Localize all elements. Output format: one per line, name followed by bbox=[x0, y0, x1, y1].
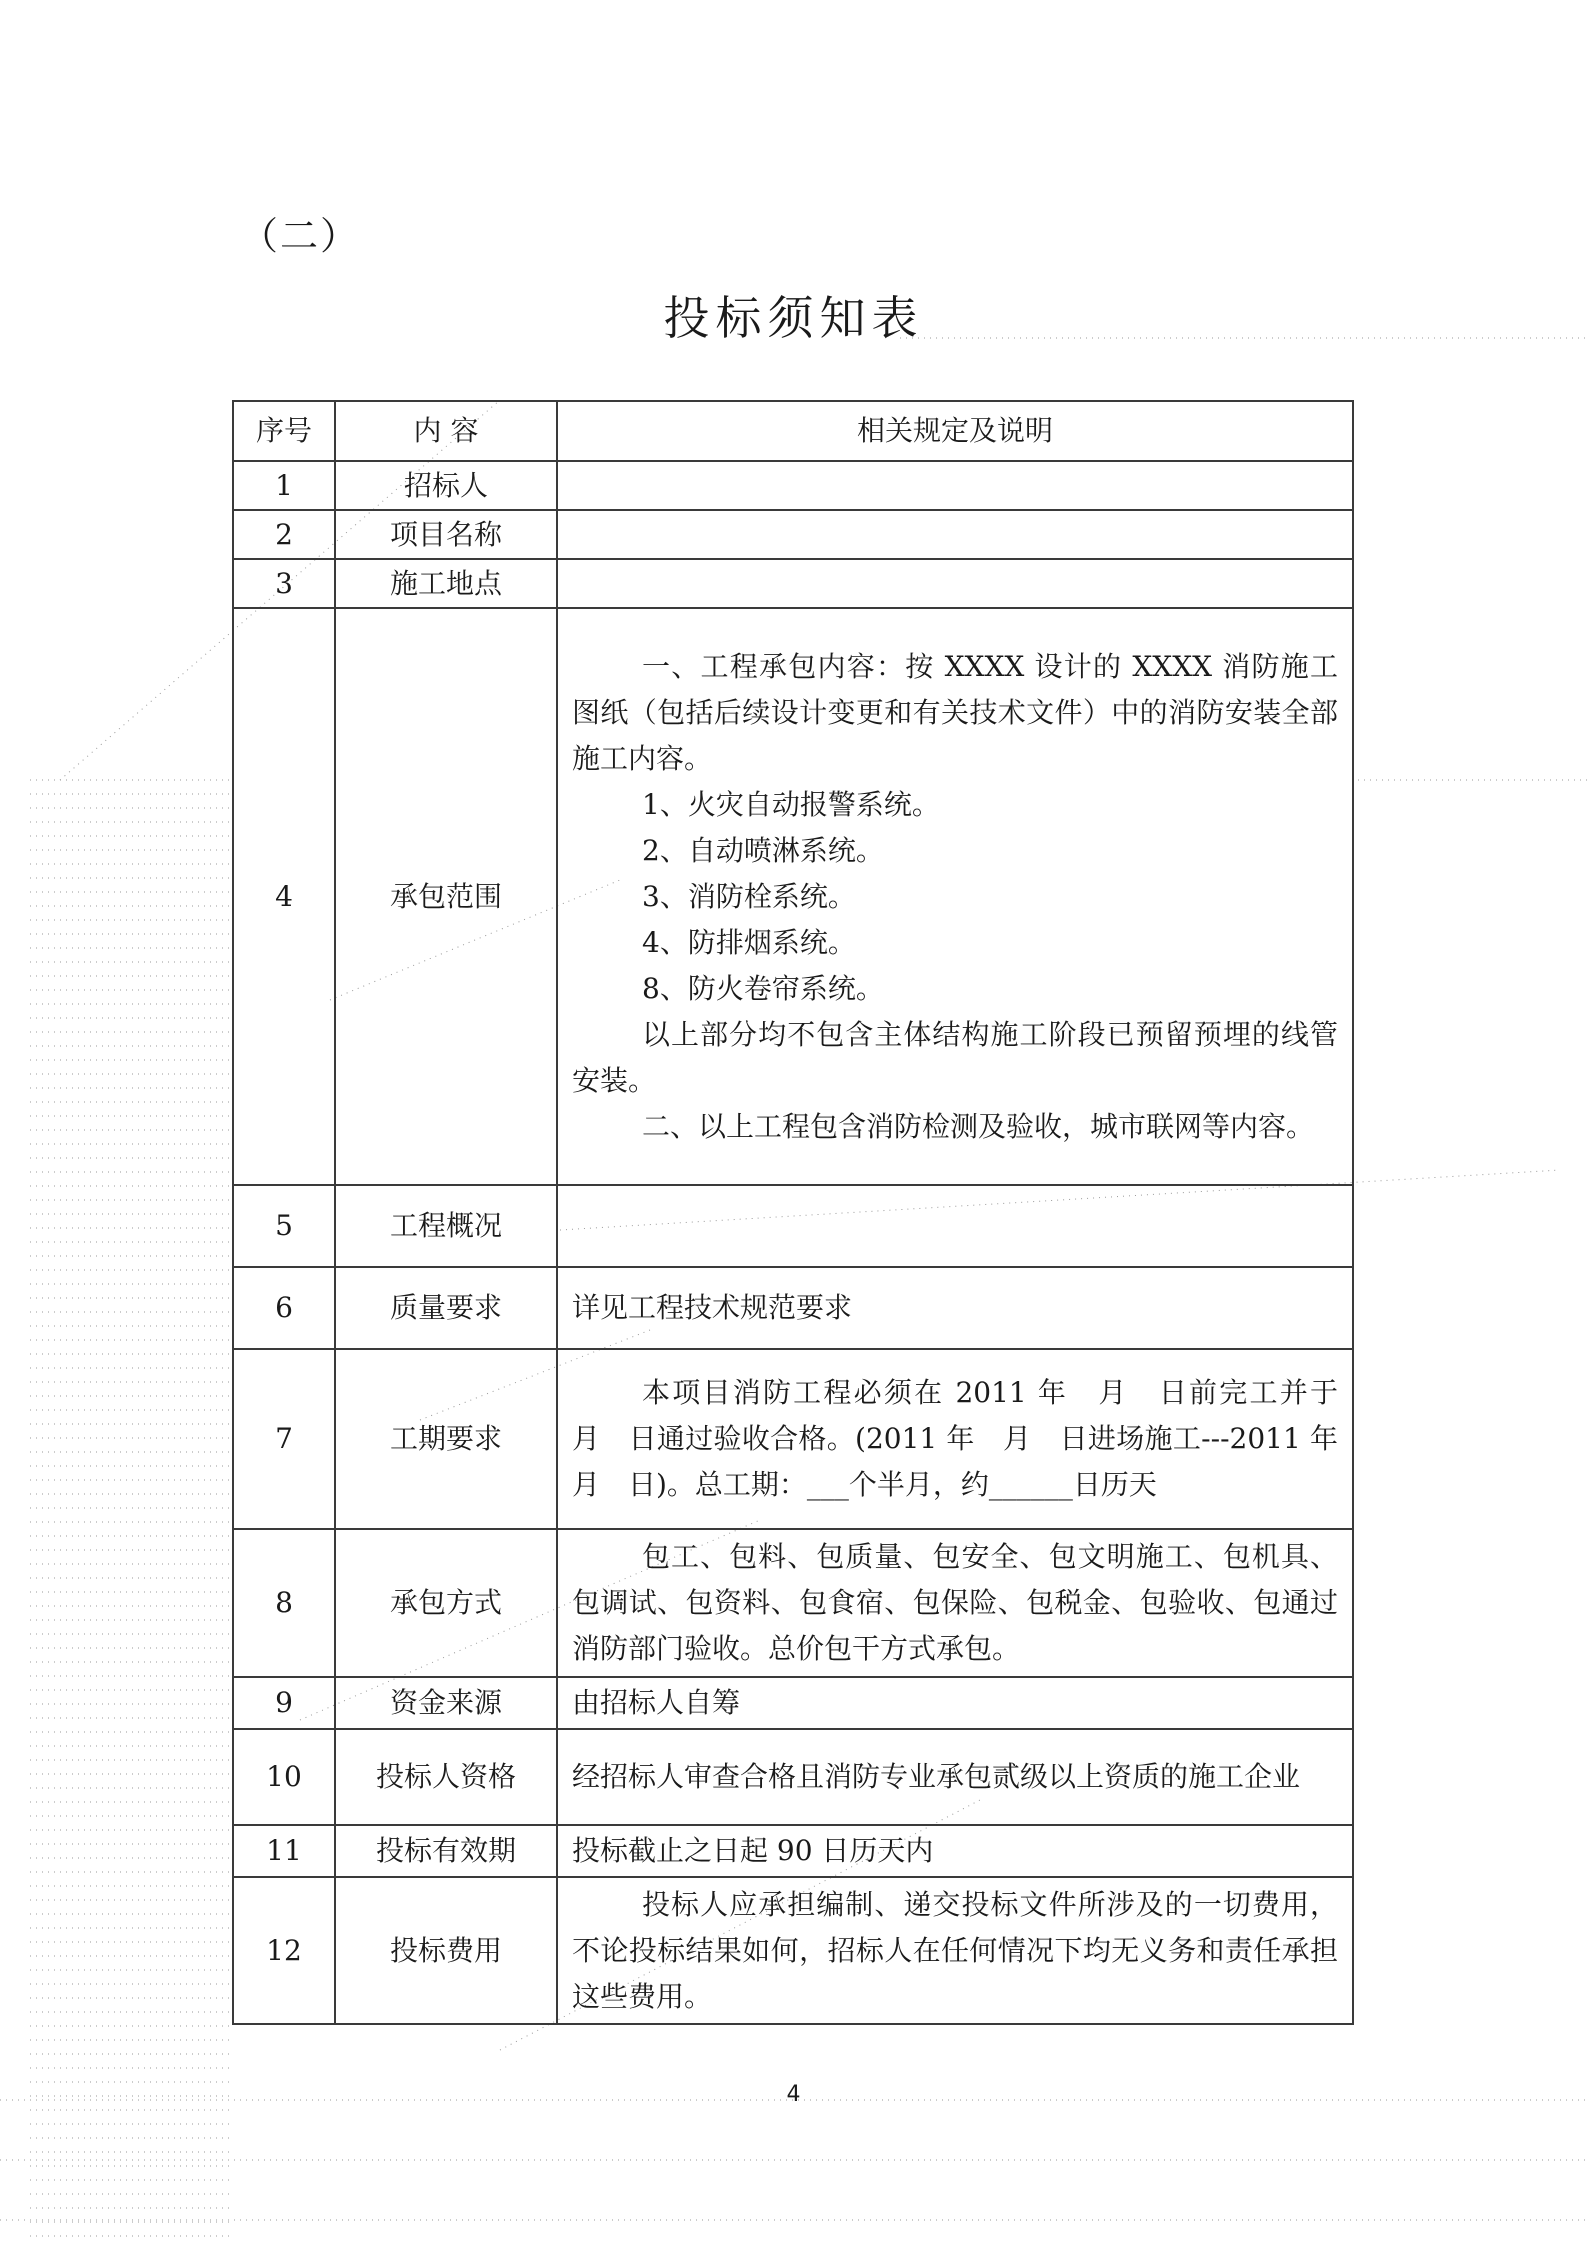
row-item: 招标人 bbox=[335, 461, 557, 510]
row-serial: 12 bbox=[233, 1877, 335, 2024]
scope-item: 1、火灾自动报警系统。 bbox=[642, 787, 940, 821]
table-row bbox=[233, 559, 1353, 608]
table-row bbox=[233, 1825, 1353, 1877]
row-item: 工期要求 bbox=[335, 1349, 557, 1529]
scope-paragraph: 二、以上工程包含消防检测及验收，城市联网等内容。 bbox=[642, 1109, 1315, 1143]
row-serial: 8 bbox=[233, 1529, 335, 1677]
row-serial: 2 bbox=[233, 510, 335, 559]
row-description bbox=[557, 608, 1353, 1185]
row-description bbox=[557, 1877, 1353, 2024]
row-serial: 5 bbox=[233, 1185, 335, 1267]
qualification-text: 经招标人审查合格且消防专业承包贰级以上资质的施工企业 bbox=[572, 1760, 1301, 1793]
bid-instructions-table bbox=[232, 400, 1367, 2025]
row-item: 项目名称 bbox=[335, 510, 557, 559]
table-row bbox=[233, 1185, 1353, 1267]
row-item: 质量要求 bbox=[335, 1267, 557, 1349]
row-description bbox=[557, 1825, 1353, 1877]
row-serial: 3 bbox=[233, 559, 335, 608]
row-item: 投标费用 bbox=[335, 1877, 557, 2024]
validity-text: 投标截止之日起 90 日历天内 bbox=[572, 1834, 934, 1867]
row-item: 投标人资格 bbox=[335, 1729, 557, 1825]
row-description bbox=[557, 510, 1353, 559]
scope-item: 8、防火卷帘系统。 bbox=[642, 971, 884, 1005]
scope-note: 以上部分均不包含主体结构施工阶段已预留预埋的线管安装。 bbox=[572, 1017, 1338, 1097]
row-item: 承包方式 bbox=[335, 1529, 557, 1677]
scope-item: 2、自动喷淋系统。 bbox=[642, 833, 884, 867]
row-description bbox=[557, 461, 1353, 510]
table-row bbox=[233, 1677, 1353, 1729]
table-row bbox=[233, 461, 1353, 510]
contract-mode-text: 包工、包料、包质量、包安全、包文明施工、包机具、包调试、包资料、包食宿、包保险、包税金、包验收、包通过消防部门验收。总价包干方式承包。 bbox=[572, 1540, 1338, 1665]
funding-text: 由招标人自筹 bbox=[572, 1686, 741, 1719]
row-item: 工程概况 bbox=[335, 1185, 557, 1267]
row-description bbox=[557, 1677, 1353, 1729]
row-serial: 10 bbox=[233, 1729, 335, 1825]
table-row bbox=[233, 1729, 1353, 1825]
fees-text: 投标人应承担编制、递交投标文件所涉及的一切费用，不论投标结果如何，招标人在任何情况下均无义务和责任承担这些费用。 bbox=[572, 1887, 1338, 2013]
quality-text: 详见工程技术规范要求 bbox=[572, 1291, 853, 1324]
table-row bbox=[233, 1349, 1353, 1529]
scope-paragraph: 一、工程承包内容：按 XXXX 设计的 XXXX 消防施工图纸（包括后续设计变更和有关技术文件）中的消防安装全部施工内容。 bbox=[572, 649, 1338, 775]
row-description bbox=[557, 1185, 1353, 1267]
schedule-text: 本项目消防工程必须在 2011 年 月 日前完工并于 月 日通过验收合格。(2011 年 月 日进场施工---2011 年 月 日)。总工期：___个半月，约______日历天 bbox=[572, 1376, 1367, 1501]
table-header-row bbox=[233, 401, 1353, 461]
row-serial: 4 bbox=[233, 608, 335, 1185]
page-title: 投标须知表 bbox=[663, 291, 924, 345]
header-description: 相关规定及说明 bbox=[557, 401, 1353, 461]
row-item: 施工地点 bbox=[335, 559, 557, 608]
row-serial: 9 bbox=[233, 1677, 335, 1729]
table-row bbox=[233, 1267, 1353, 1349]
row-serial: 11 bbox=[233, 1825, 335, 1877]
table-row bbox=[233, 608, 1353, 1185]
row-description bbox=[557, 559, 1353, 608]
row-item: 投标有效期 bbox=[335, 1825, 557, 1877]
row-description bbox=[557, 1267, 1353, 1349]
header-content: 内 容 bbox=[335, 401, 557, 461]
row-item: 承包范围 bbox=[335, 608, 557, 1185]
scope-item: 3、消防栓系统。 bbox=[642, 879, 856, 913]
row-description bbox=[557, 1349, 1367, 1529]
row-serial: 1 bbox=[233, 461, 335, 510]
row-item: 资金来源 bbox=[335, 1677, 557, 1729]
row-serial: 6 bbox=[233, 1267, 335, 1349]
table-row bbox=[233, 1877, 1353, 2024]
row-description bbox=[557, 1529, 1353, 1677]
table-row bbox=[233, 510, 1353, 559]
page-number: 4 bbox=[786, 2082, 801, 2107]
row-serial: 7 bbox=[233, 1349, 335, 1529]
scope-item: 4、防排烟系统。 bbox=[642, 925, 856, 959]
header-serial: 序号 bbox=[233, 401, 335, 461]
row-description bbox=[557, 1729, 1353, 1825]
section-label: （二） bbox=[240, 214, 361, 258]
table-row bbox=[233, 1529, 1353, 1677]
